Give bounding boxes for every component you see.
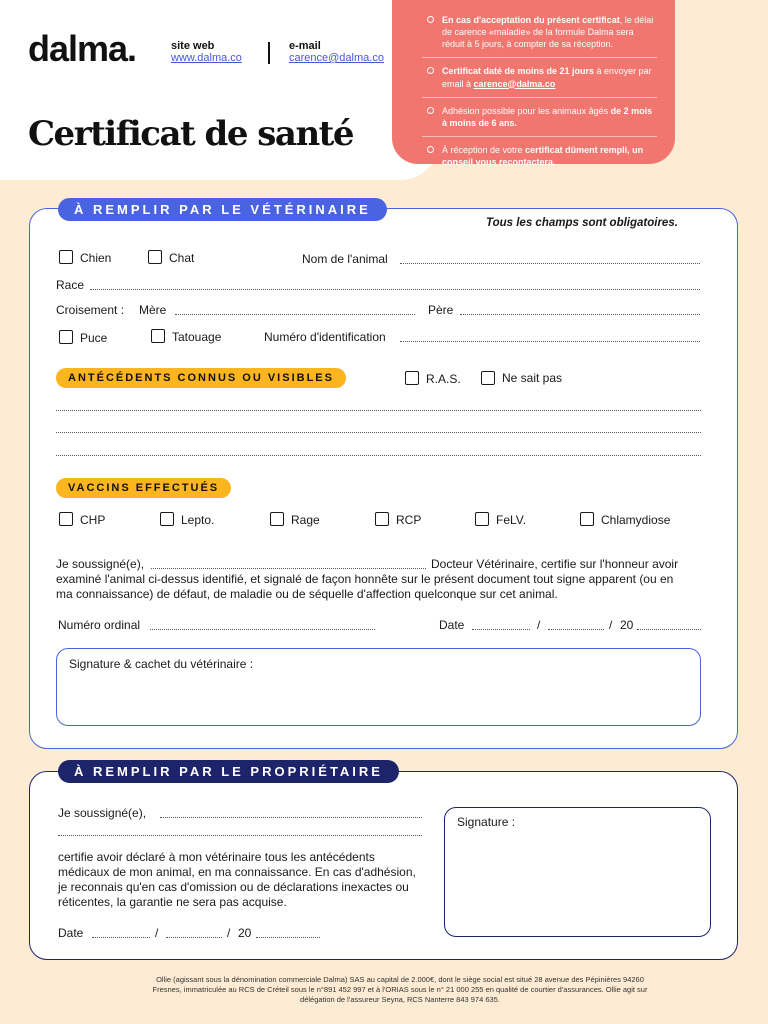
dont-know-checkbox[interactable] — [481, 371, 495, 385]
animal-name-field[interactable] — [400, 263, 700, 264]
history-line[interactable] — [56, 432, 701, 433]
info-email-link[interactable]: carence@dalma.co — [473, 78, 556, 89]
email-contact — [289, 40, 384, 64]
year-prefix: 20 — [620, 618, 634, 632]
date-month-field[interactable] — [548, 629, 604, 630]
ras-checkbox[interactable] — [405, 371, 419, 385]
owner-name-field[interactable] — [160, 817, 422, 818]
cert-line-3: ma connaissance) de défaut, de maladie ou de séquelle d'affection quelconque sur cet animal. — [56, 587, 558, 601]
bullet-icon — [427, 16, 434, 23]
history-line[interactable] — [56, 410, 701, 411]
vet-name-field[interactable] — [151, 568, 426, 569]
vaccine-lepto-checkbox[interactable] — [160, 512, 174, 526]
owner-declaration: certifie avoir déclaré à mon vétérinaire tous les antécédents médicaux de mon animal, en ma connaissance. En cas d'adhésion, je reconnais qu'en cas d'omission ou de déclarations inexactes ou réticentes, la garantie ne sera pas acquise. — [58, 850, 416, 909]
history-tag: ANTÉCÉDENTS CONNUS OU VISIBLES — [56, 368, 346, 388]
info-item-age — [442, 105, 657, 129]
tattoo-label: Tatouage — [172, 330, 222, 344]
date-label: Date — [439, 618, 465, 632]
owner-date-slash: / — [227, 926, 231, 940]
owner-section-tag: À REMPLIR PAR LE PROPRIÉTAIRE — [58, 760, 399, 783]
breed-label: Race — [56, 278, 85, 292]
date-year-field[interactable] — [637, 629, 701, 630]
vaccine-label: CHP — [80, 513, 106, 527]
dog-label: Chien — [80, 251, 112, 265]
cat-checkbox[interactable] — [148, 250, 162, 264]
info-2-rest: à envoyer par email à — [442, 66, 652, 89]
owner-name-field-2[interactable] — [58, 835, 422, 836]
cert-line-2: examiné l'animal ci-dessus identifié, et signalé de façon honnête sur le présent document tout signe apparent (ou en — [56, 572, 674, 586]
mother-field[interactable] — [175, 314, 415, 315]
owner-date-day-field[interactable] — [92, 937, 150, 938]
undersigned-label: Je soussigné(e), — [56, 557, 145, 571]
vaccine-rcp-checkbox[interactable] — [375, 512, 389, 526]
bullet-icon — [427, 146, 434, 153]
required-note: Tous les champs sont obligatoires. — [486, 217, 678, 229]
vaccine-rage-checkbox[interactable] — [270, 512, 284, 526]
info-item-contact — [442, 144, 657, 168]
info-4-start: À réception de votre — [442, 144, 526, 155]
mother-label: Mère — [139, 303, 167, 317]
vaccine-felv-checkbox[interactable] — [475, 512, 489, 526]
vaccine-label: Lepto. — [181, 513, 215, 527]
dalma-logo: dalma. — [28, 28, 137, 69]
owner-date-slash: / — [155, 926, 159, 940]
info-3-bold: de 2 mois à moins de 6 ans. — [442, 105, 653, 128]
owner-year-prefix: 20 — [238, 926, 252, 940]
info-1-bold: En cas d'acceptation du présent certificat — [442, 15, 620, 25]
order-number-field[interactable] — [150, 629, 375, 630]
legal-footer: Ollie (agissant sous la dénomination commerciale Dalma) SAS au capital de 2.000€, dont le siège social est situé 28 avenue des Pépinières 94260 Fresnes, immatriculée au RCS de Créteil sous le n°891 452 997 et à l'ORIAS sous le n° 21 000 255 en qualité de courtier d'assurances. Ollie agit sur délégation de l'assureur Seyna, RCS Nanterre 843 974 635. — [152, 975, 648, 1004]
vaccine-chp-checkbox[interactable] — [59, 512, 73, 526]
info-item-waiting-period — [442, 14, 657, 50]
chip-label: Puce — [80, 331, 108, 345]
info-1-rest: , le délai de carence «maladie» de la formule Dalma sera réduit à 5 jours, à compter de sa réception. — [442, 15, 654, 50]
site-link[interactable]: www.dalma.co — [171, 52, 242, 64]
owner-date-label: Date — [58, 926, 84, 940]
date-slash: / — [609, 618, 613, 632]
info-3-start: Adhésion possible pour les animaux âgés — [442, 105, 611, 116]
breed-field[interactable] — [90, 289, 700, 290]
email-link[interactable]: carence@dalma.co — [289, 52, 384, 64]
email-label: e-mail — [289, 40, 321, 52]
order-number-label: Numéro ordinal — [58, 618, 141, 632]
owner-date-month-field[interactable] — [166, 937, 222, 938]
cat-label: Chat — [169, 251, 195, 265]
vaccine-chlamydiose-checkbox[interactable] — [580, 512, 594, 526]
history-line[interactable] — [56, 455, 701, 456]
owner-signature-label: Signature : — [457, 815, 516, 829]
site-contact — [171, 40, 242, 64]
info-divider — [422, 97, 657, 98]
bullet-icon — [427, 107, 434, 114]
vaccine-label: Chlamydiose — [601, 513, 671, 527]
date-slash: / — [537, 618, 541, 632]
vaccine-label: Rage — [291, 513, 320, 527]
cross-label: Croisement : — [56, 303, 125, 317]
info-divider — [422, 136, 657, 137]
vaccine-label: RCP — [396, 513, 422, 527]
vaccines-tag: VACCINS EFFECTUÉS — [56, 478, 231, 498]
vaccine-label: FeLV. — [496, 513, 527, 527]
tattoo-checkbox[interactable] — [151, 329, 165, 343]
owner-undersigned-label: Je soussigné(e), — [58, 806, 147, 820]
info-4-bold: certificat dûment rempli, un conseil vous recontactera. — [442, 144, 644, 168]
dont-know-label: Ne sait pas — [502, 371, 563, 385]
header-divider — [268, 42, 270, 64]
vet-section-tag: À REMPLIR PAR LE VÉTÉRINAIRE — [58, 198, 387, 221]
info-box — [392, 0, 675, 168]
info-2-bold: Certificat daté de moins de 21 jours — [442, 66, 595, 77]
site-label: site web — [171, 40, 215, 52]
date-day-field[interactable] — [472, 629, 530, 630]
info-item-certificate-date — [442, 65, 657, 89]
father-field[interactable] — [460, 314, 700, 315]
bullet-icon — [427, 67, 434, 74]
page-title: Certificat de santé — [28, 114, 354, 154]
chip-checkbox[interactable] — [59, 330, 73, 344]
vet-cert-text: Docteur Vétérinaire, certifie sur l'honneur avoir — [431, 557, 679, 571]
ras-label: R.A.S. — [426, 372, 461, 386]
owner-date-year-field[interactable] — [256, 937, 320, 938]
dog-checkbox[interactable] — [59, 250, 73, 264]
vet-signature-label: Signature & cachet du vétérinaire : — [69, 657, 254, 671]
info-divider — [422, 57, 657, 58]
id-number-label: Numéro d'identification — [264, 330, 386, 344]
animal-name-label: Nom de l'animal — [302, 252, 388, 266]
father-label: Père — [428, 303, 454, 317]
id-number-field[interactable] — [400, 341, 700, 342]
